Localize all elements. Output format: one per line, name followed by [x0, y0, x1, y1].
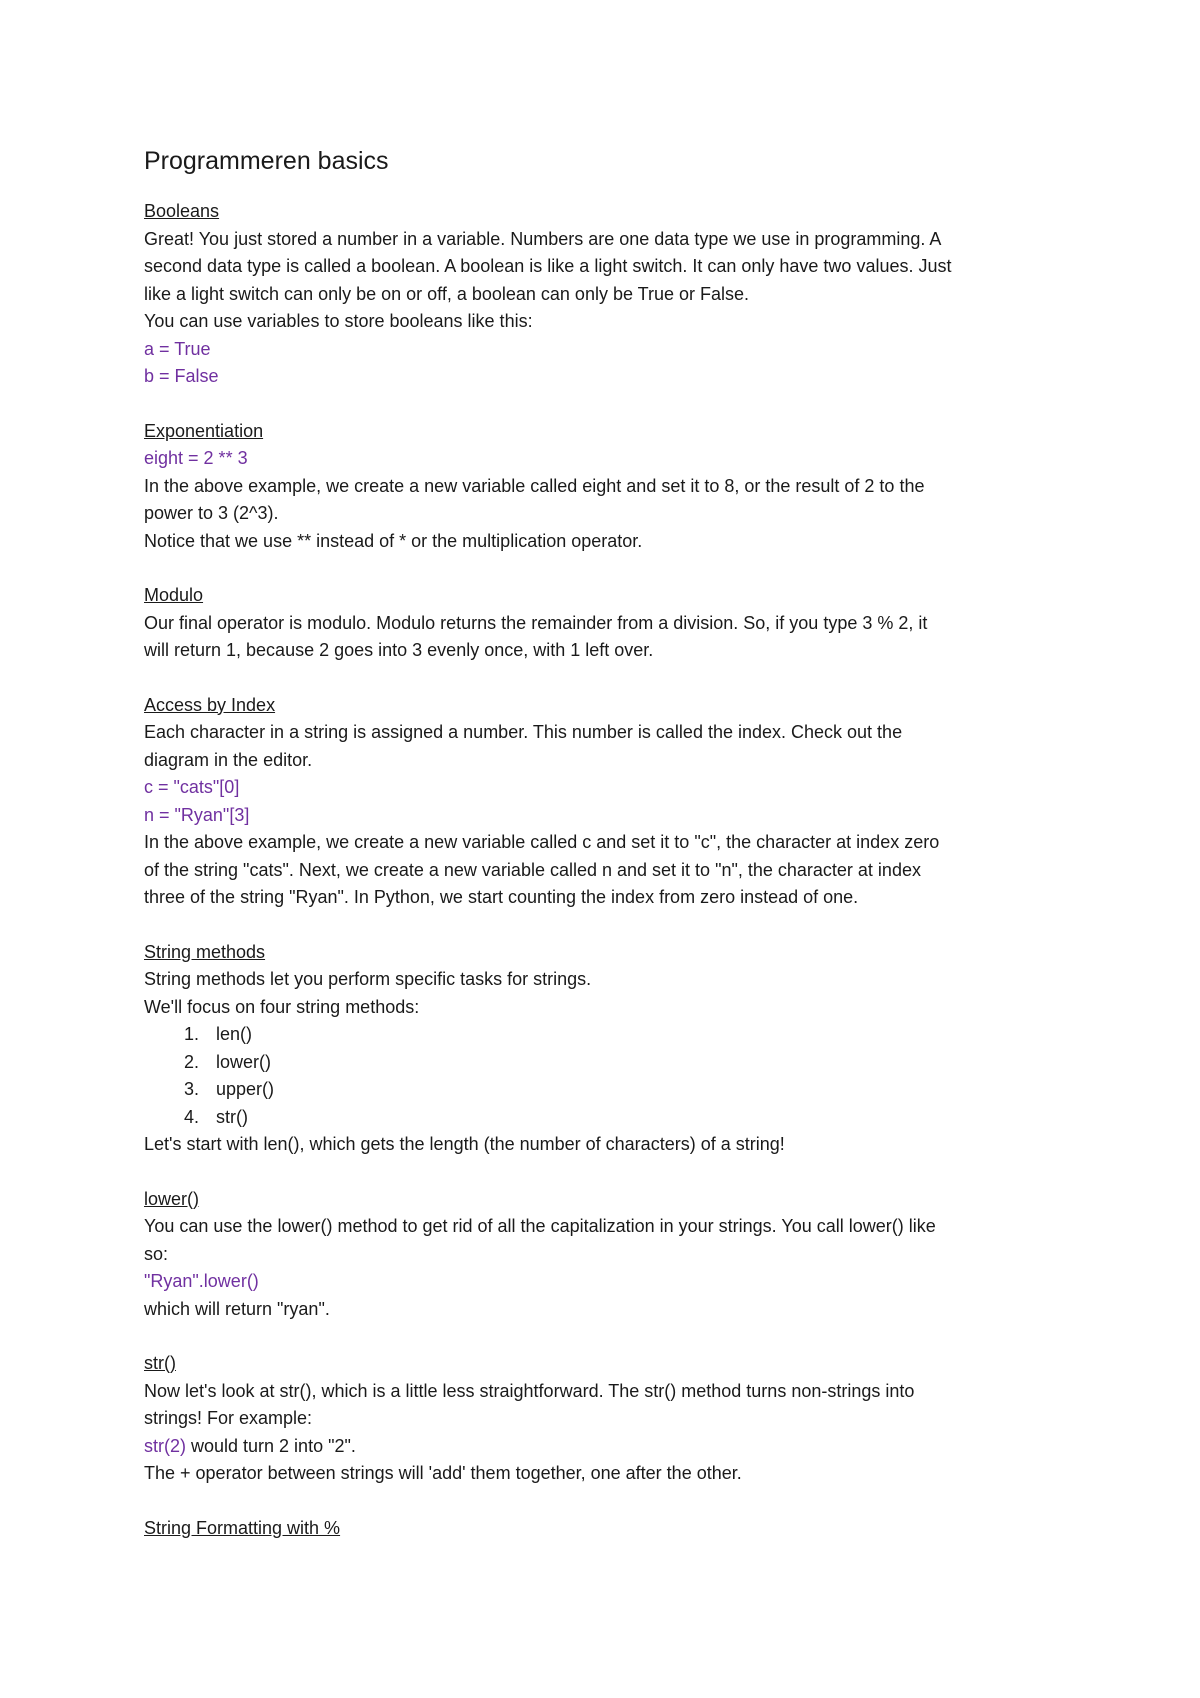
text-line: You can use the lower() method to get rid of all the capitalization in your strings. You call lower() like — [144, 1216, 936, 1236]
text-line: so: — [144, 1243, 169, 1264]
code-line: n = "Ryan"[3] — [144, 804, 250, 825]
code-line: b = False — [144, 366, 219, 386]
list-item — [144, 1076, 1070, 1104]
section-heading: lower() — [144, 1188, 200, 1209]
text-line: The + operator between strings will 'add' them together, one after the other. — [144, 1463, 742, 1483]
section-exponentiation — [144, 418, 1070, 556]
numbered-list — [144, 1021, 1070, 1131]
section-booleans — [144, 198, 1070, 391]
list-item-text: upper() — [216, 1079, 275, 1099]
text-line: diagram in the editor. — [144, 749, 313, 770]
text-line: Great! You just stored a number in a variable. Numbers are one data type we use in programming. A — [144, 228, 942, 249]
list-item-text: lower() — [216, 1051, 272, 1072]
section-heading: String Formatting with % — [144, 1517, 341, 1538]
list-number: 2. — [183, 1051, 199, 1072]
text-line: three of the string "Ryan". In Python, we start counting the index from zero instead of one. — [144, 887, 859, 907]
section-lower — [144, 1186, 1070, 1324]
text-line: power to 3 (2^3). — [144, 503, 279, 523]
text-line: Our final operator is modulo. Modulo returns the remainder from a division. So, if you type 3 % 2, it — [144, 612, 928, 633]
code-line: c = "cats"[0] — [144, 777, 240, 797]
list-number: 4. — [183, 1106, 199, 1127]
list-item — [144, 1021, 1070, 1049]
text-line: In the above example, we create a new variable called c and set it to "c", the character at index zero — [144, 832, 940, 852]
text-line: Notice that we use ** instead of * or the multiplication operator. — [144, 530, 643, 551]
text-line: You can use variables to store booleans like this: — [144, 311, 533, 331]
text-line: of the string "cats". Next, we create a new variable called n and set it to "n", the character at index — [144, 859, 921, 880]
section-access-by-index — [144, 692, 1070, 912]
list-item — [144, 1104, 1070, 1132]
inline-text: would turn 2 into "2". — [186, 1435, 356, 1456]
text-line: In the above example, we create a new variable called eight and set it to 8, or the result of 2 to the — [144, 475, 925, 496]
section-str — [144, 1350, 1070, 1488]
section-heading: Booleans — [144, 201, 220, 221]
list-item-text: str() — [216, 1106, 248, 1127]
section-heading: Exponentiation — [144, 420, 264, 441]
list-number: 3. — [183, 1079, 199, 1099]
text-line: second data type is called a boolean. A boolean is like a light switch. It can only have two values. Just — [144, 256, 952, 276]
text-line: Now let's look at str(), which is a little less straightforward. The str() method turns non-strings into — [144, 1380, 915, 1401]
mixed-code-line — [144, 1433, 1070, 1461]
section-heading: str() — [144, 1353, 176, 1373]
text-line: String methods let you perform specific tasks for strings. — [144, 969, 592, 989]
list-item — [144, 1049, 1070, 1077]
inline-code: str(2) — [144, 1435, 186, 1456]
text-line: like a light switch can only be on or off, a boolean can only be True or False. — [144, 283, 750, 304]
list-number: 1. — [183, 1024, 199, 1044]
text-line: strings! For example: — [144, 1408, 313, 1428]
code-line: a = True — [144, 338, 211, 359]
text-line: Let's start with len(), which gets the length (the number of characters) of a string! — [144, 1134, 785, 1154]
section-string-methods — [144, 939, 1070, 1159]
section-heading: String methods — [144, 941, 266, 962]
text-line: which will return "ryan". — [144, 1298, 330, 1319]
code-line: eight = 2 ** 3 — [144, 448, 248, 468]
text-line: We'll focus on four string methods: — [144, 996, 420, 1017]
list-item-text: len() — [216, 1024, 253, 1044]
section-heading: Access by Index — [144, 694, 276, 715]
text-line: will return 1, because 2 goes into 3 evenly once, with 1 left over. — [144, 640, 654, 660]
section-modulo — [144, 582, 1070, 665]
section-heading: Modulo — [144, 585, 204, 605]
section-string-formatting — [144, 1515, 1070, 1543]
text-line: Each character in a string is assigned a number. This number is called the index. Check out the — [144, 722, 903, 742]
page-title: Programmeren basics — [144, 147, 389, 175]
code-line: "Ryan".lower() — [144, 1271, 259, 1291]
